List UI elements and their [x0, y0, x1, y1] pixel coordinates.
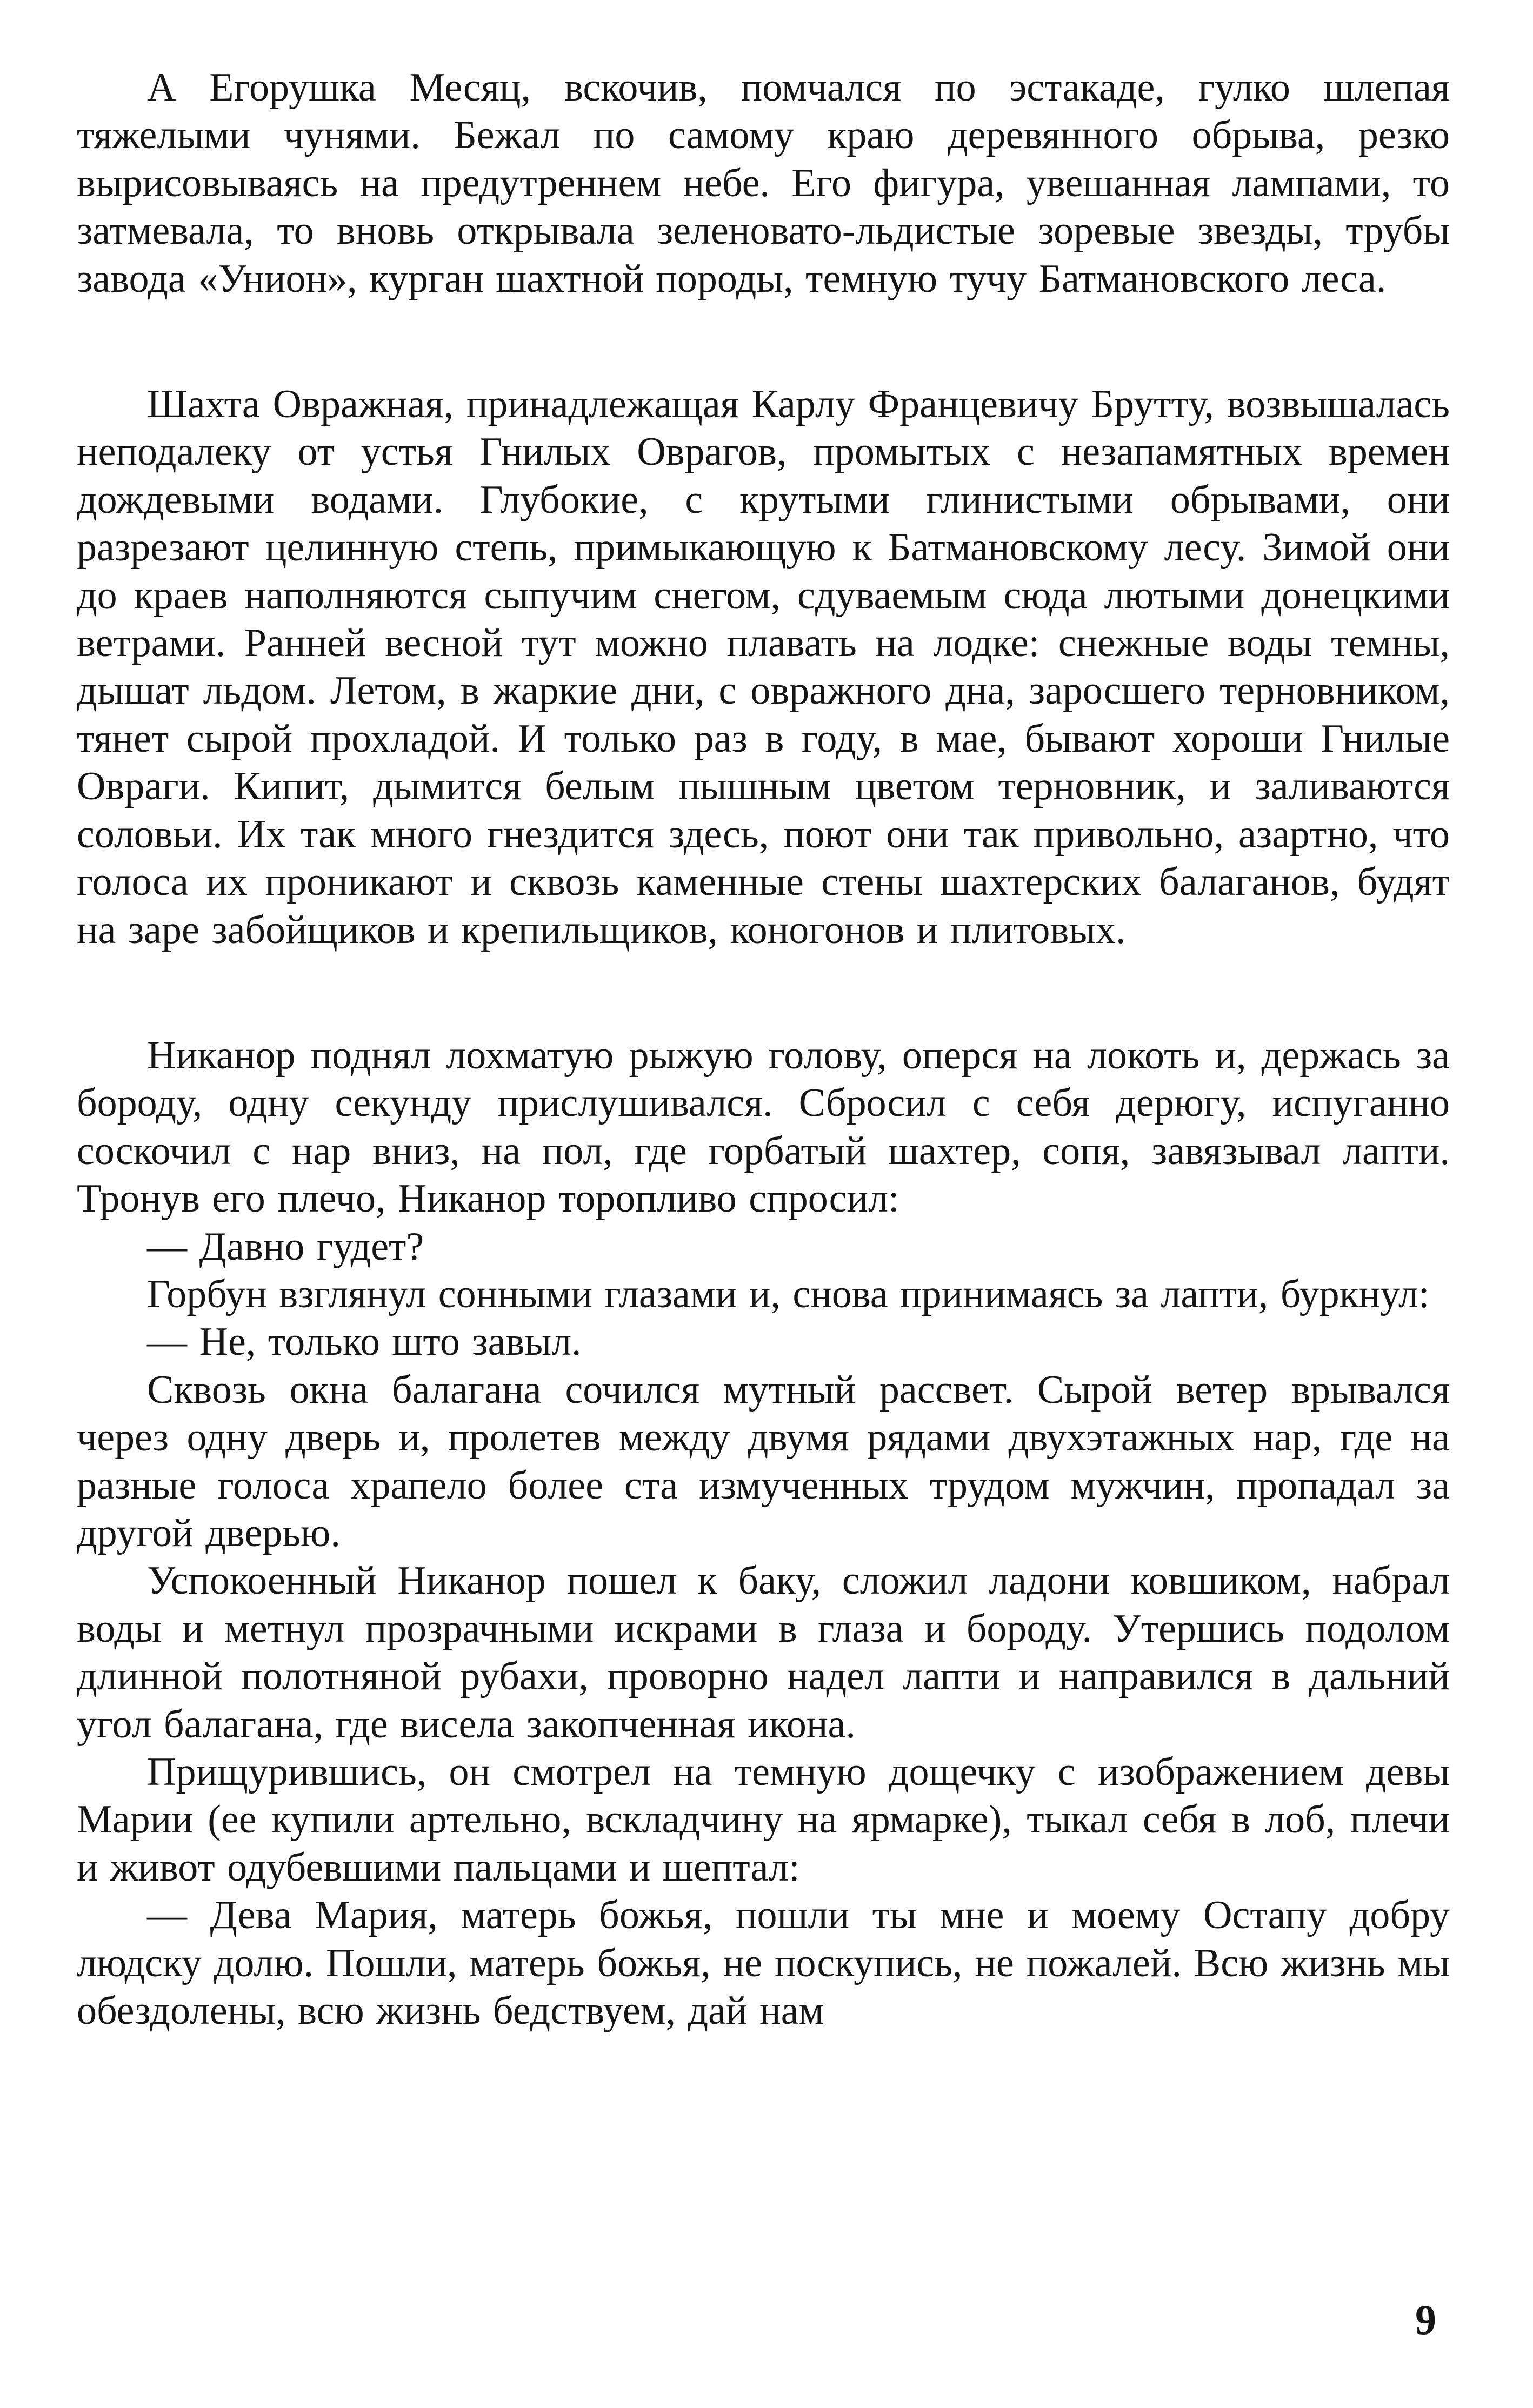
page-number: 9	[1415, 2296, 1436, 2343]
paragraph: Шахта Овражная, принадлежащая Карлу Францевичу Брутту, возвышалась неподалеку от устья Гнилых Оврагов, промытых с незапамятных времен дождевыми водами. Глубокие, с крутыми глинистыми обрывами, они разрезают целинную степь, примыкающую к Батмановскому лесу. Зимой они до краев наполняются сыпучим снегом, сдуваемым сюда лютыми донецкими ветрами. Ранней весной тут можно плавать на лодке: снежные воды темны, дышат льдом. Летом, в жаркие дни, с овражного дна, заросшего терновником, тянет сырой прохладой. И только раз в году, в мае, бывают хороши Гнилые Овраги. Кипит, дымится белым пышным цветом терновник, и заливаются соловьи. Их так много гнездится здесь, поют они так привольно, азартно, что голоса их проникают и сквозь каменные стены шахтерских балаганов, будят на заре забойщиков и крепильщиков, коногонов и плитовых.	[77, 382, 1450, 952]
dialogue-line: — Дева Мария, матерь божья, пошли ты мне и моему Остапу добру людску долю. Пошли, матерь божья, не поскупись, не пожалей. Всю жизнь мы обездолены, всю жизнь бедствуем, дай нам	[77, 1893, 1450, 2034]
book-page	[77, 64, 1450, 2035]
paragraph: А Егорушка Месяц, вскочив, помчался по эстакаде, гулко шлепая тяжелыми чунями. Бежал по самому краю деревянного обрыва, резко вырисовываясь на предутреннем небе. Его фигура, увешанная лампами, то затмевала, то вновь открывала зеленовато-льдистые зоревые звезды, трубы завода «Унион», курган шахтной породы, темную тучу Батмановского леса.	[77, 65, 1450, 301]
paragraph: Прищурившись, он смотрел на темную дощечку с изображением девы Марии (ее купили артельно, вскладчину на ярмарке), тыкал себя в лоб, плечи и живот одубевшими пальцами и шептал:	[77, 1750, 1450, 1890]
section-break	[77, 954, 1450, 1032]
section-ravine-description	[77, 380, 1450, 954]
paragraph: Никанор поднял лохматую рыжую голову, оперся на локоть и, держась за бороду, одну секунду прислушивался. Сбросил с себя дерюгу, испуганно соскочил с нар вниз, на пол, где горбатый шахтер, сопя, завязывал лапти. Тронув его плечо, Никанор торопливо спросил:	[77, 1033, 1450, 1221]
dialogue-line: — Не, только што завыл.	[147, 1320, 582, 1364]
section-opening	[77, 64, 1450, 303]
paragraph: Сквозь окна балагана сочился мутный рассвет. Сырой ветер врывался через одну дверь и, пролетев между двумя рядами двухэтажных нар, где на разные голоса храпело более ста измученных трудом мужчин, пропадал за другой дверью.	[77, 1367, 1450, 1555]
dialogue-line: — Давно гудет?	[147, 1224, 424, 1269]
paragraph: Горбун взглянул сонными глазами и, снова принимаясь за лапти, буркнул:	[147, 1272, 1430, 1316]
section-nikanor	[77, 1032, 1450, 2035]
paragraph: Успокоенный Никанор пошел к баку, сложил ладони ковшиком, набрал воды и метнул прозрачными искрами в глаза и бороду. Утершись подолом длинной полотняной рубахи, проворно надел лапти и направился в дальний угол балагана, где висела закопченная икона.	[77, 1558, 1450, 1747]
section-break	[77, 303, 1450, 380]
